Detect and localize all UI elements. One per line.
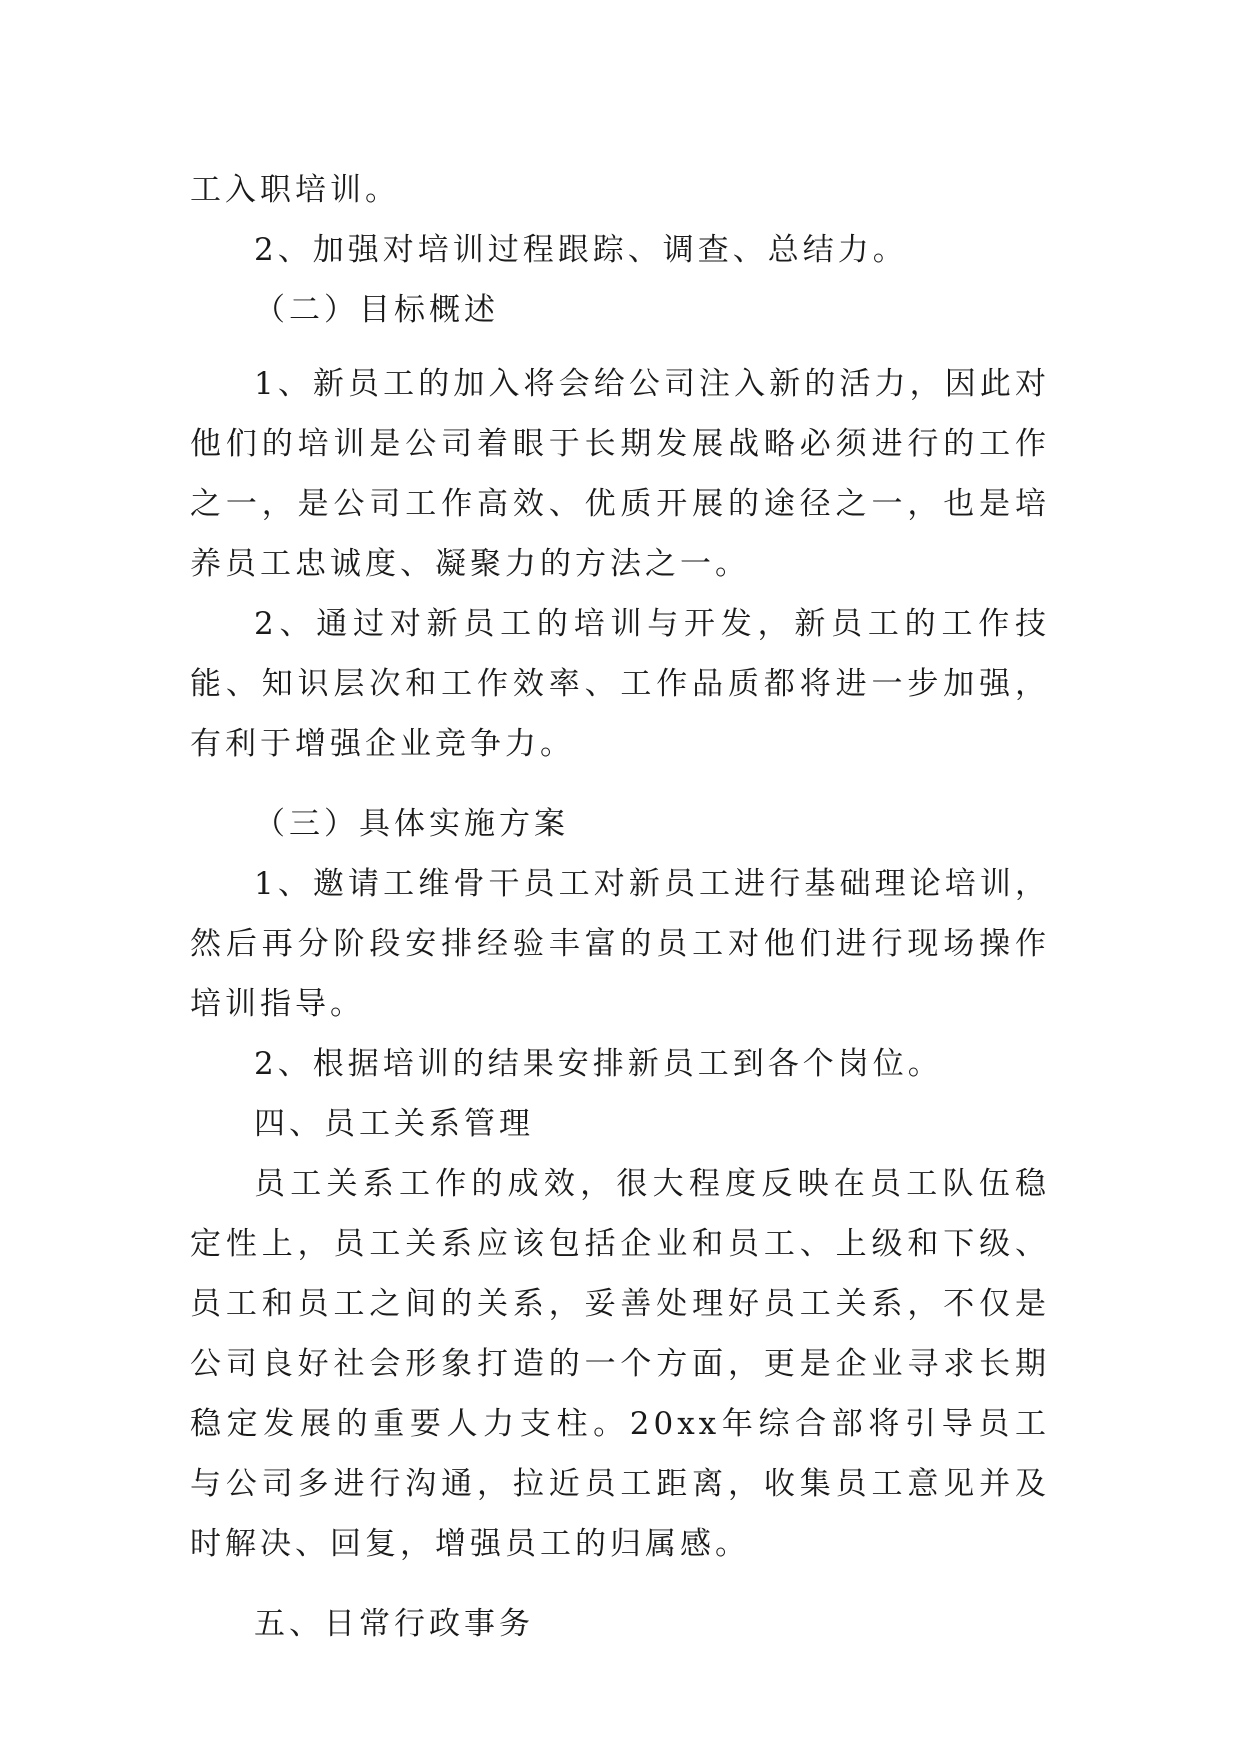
paragraph-plan-2: 2、根据培训的结果安排新员工到各个岗位。 [254, 1046, 943, 1082]
document-body [190, 160, 1050, 1654]
heading-implementation-plan: （三）具体实施方案 [254, 806, 569, 842]
paragraph-goal-1: 1、新员工的加入将会给公司注入新的活力，因此对他们的培训是公司着眼于长期发展战略必须进行的工作之一，是公司工作高效、优质开展的途径之一，也是培养员工忠诚度、凝聚力的方法之一。 [190, 366, 1050, 582]
paragraph-employee-relations: 员工关系工作的成效，很大程度反映在员工队伍稳定性上，员工关系应该包括企业和员工、上级和下级、员工和员工之间的关系，妥善处理好员工关系，不仅是公司良好社会形象打造的一个方面，更是企业寻求长期稳定发展的重要人力支柱。20xx年综合部将引导员工与公司多进行沟通，拉近员工距离，收集员工意见并及时解决、回复，增强员工的归属感。 [190, 1166, 1050, 1562]
paragraph-goal-2: 2、通过对新员工的培训与开发，新员工的工作技能、知识层次和工作效率、工作品质都将进一步加强，有利于增强企业竞争力。 [190, 606, 1050, 762]
paragraph-training-tracking: 2、加强对培训过程跟踪、调查、总结力。 [254, 232, 908, 268]
heading-employee-relations: 四、员工关系管理 [254, 1106, 534, 1142]
heading-daily-admin: 五、日常行政事务 [254, 1606, 534, 1642]
heading-goal-overview: （二）目标概述 [254, 292, 499, 328]
paragraph-plan-1: 1、邀请工维骨干员工对新员工进行基础理论培训，然后再分阶段安排经验丰富的员工对他们进行现场操作培训指导。 [190, 866, 1050, 1022]
paragraph-continuation: 工入职培训。 [190, 172, 400, 208]
